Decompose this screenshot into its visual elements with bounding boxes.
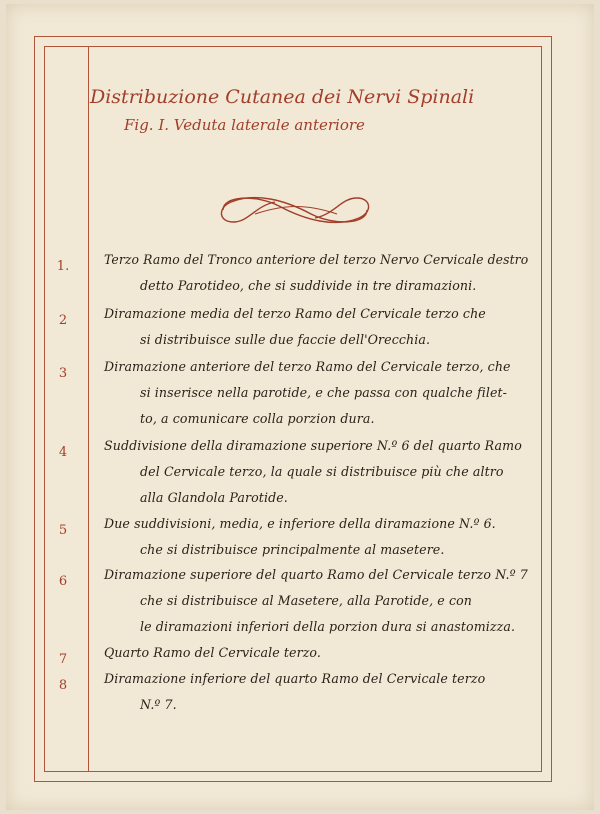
page-title: Distribuzione Cutanea dei Nervi Spinali <box>90 86 475 108</box>
entry-line: Suddivisione della diramazione superiore N.º 6 del quarto Ramo <box>104 438 522 453</box>
entry-number: 8 <box>58 678 68 693</box>
entry-line: del Cervicale terzo, la quale si distribuisce più che altro <box>140 464 504 479</box>
entry-line: le diramazioni inferiori della porzion dura si anastomizza. <box>140 619 516 634</box>
entry-number: 6 <box>58 574 68 589</box>
entry-line: Diramazione superiore del quarto Ramo del Cervicale terzo N.º 7 <box>104 567 528 582</box>
entry-number: 1. <box>56 259 70 274</box>
entry-line: Due suddivisioni, media, e inferiore della diramazione N.º 6. <box>104 516 496 531</box>
entry-number: 7 <box>58 652 68 667</box>
entry-line: si inserisce nella parotide, e che passa con qualche filet- <box>140 385 508 400</box>
entry-line: Quarto Ramo del Cervicale terzo. <box>104 645 321 660</box>
entry-line: Diramazione inferiore del quarto Ramo del Cervicale terzo <box>104 671 486 686</box>
entry-line: N.º 7. <box>140 697 177 712</box>
entry-line: to, a comunicare colla porzion dura. <box>140 411 375 426</box>
entry-number: 5 <box>58 523 68 538</box>
entry-line: Diramazione media del terzo Ramo del Cervicale terzo che <box>104 306 486 321</box>
entry-number: 3 <box>58 366 68 381</box>
inner-border <box>44 46 542 772</box>
entry-number: 2 <box>58 313 68 328</box>
entry-line: Terzo Ramo del Tronco anteriore del terzo Nervo Cervicale destro <box>104 252 529 267</box>
entry-line: alla Glandola Parotide. <box>140 490 288 505</box>
entry-line: si distribuisce sulle due faccie dell'Orecchia. <box>140 332 431 347</box>
entry-line: detto Parotideo, che si suddivide in tre diramazioni. <box>140 278 477 293</box>
entry-line: Diramazione anteriore del terzo Ramo del Cervicale terzo, che <box>104 359 511 374</box>
entry-line: che si distribuisce principalmente al masetere. <box>140 542 445 557</box>
page-subtitle: Fig. I. Veduta laterale anteriore <box>124 116 365 134</box>
entry-line: che si distribuisce al Masetere, alla Parotide, e con <box>140 593 473 608</box>
entry-number: 4 <box>58 445 68 460</box>
flourish-ornament <box>215 188 375 232</box>
margin-rule <box>88 46 89 772</box>
